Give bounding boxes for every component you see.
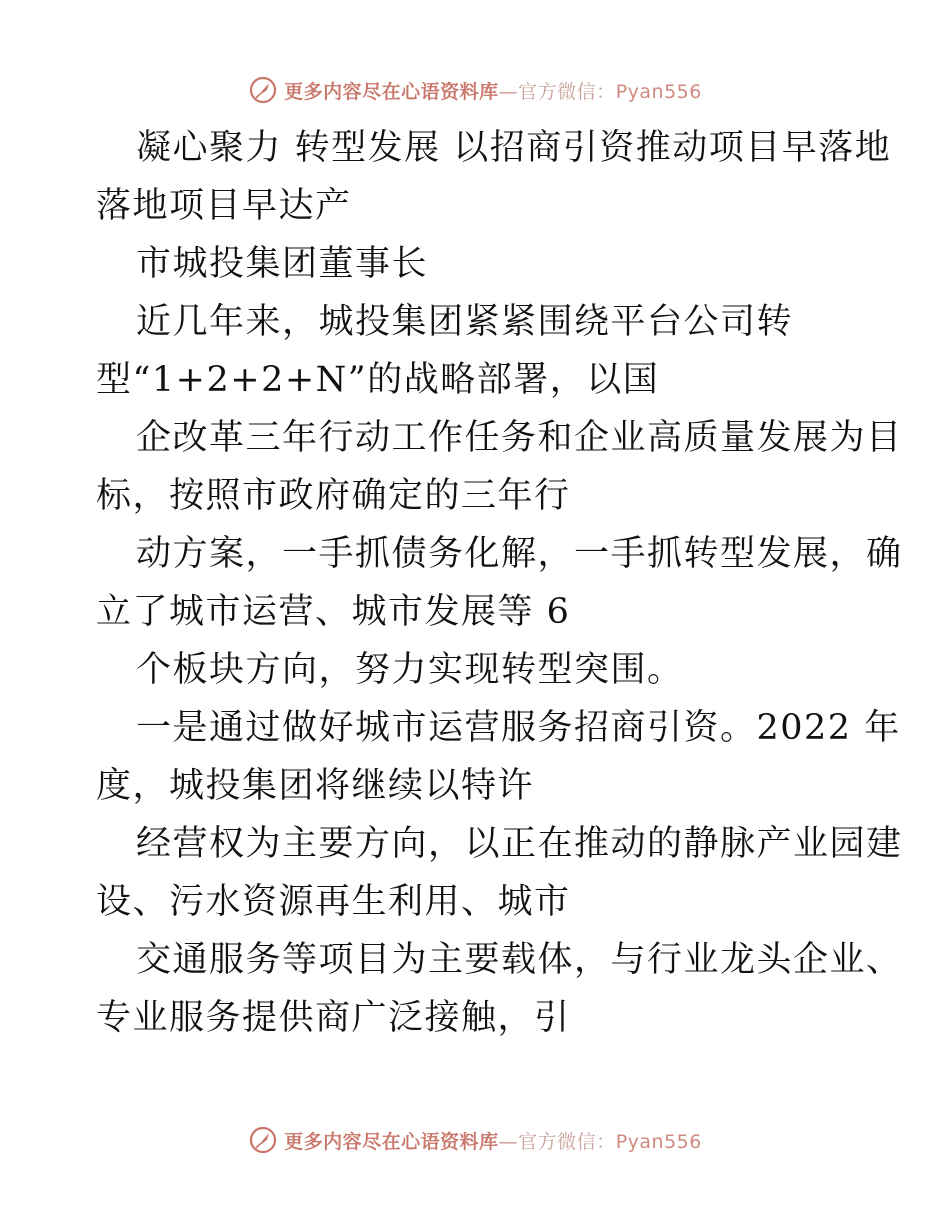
- quill-logo-icon: [248, 75, 278, 105]
- text-line: 市城投集团董事长: [136, 244, 429, 284]
- text-line: 设、污水资源再生利用、城市: [96, 882, 571, 922]
- watermark-handle: Pyan556: [615, 80, 702, 103]
- text-line: 一是通过做好城市运营服务招商引资。2022 年: [136, 708, 901, 748]
- watermark-separator: —: [498, 80, 519, 103]
- watermark-separator: —: [498, 1130, 519, 1153]
- watermark-text: [284, 1127, 702, 1154]
- text-line: 标，按照市政府确定的三年行: [96, 476, 571, 516]
- text-line: 动方案，一手抓债务化解，一手抓转型发展，确: [136, 534, 903, 574]
- footer-watermark: [0, 1120, 950, 1160]
- text-line: 度，城投集团将继续以特许: [96, 766, 535, 806]
- watermark-brand: 更多内容尽在心语资料库: [284, 80, 499, 103]
- text-line: 立了城市运营、城市发展等 6: [96, 592, 571, 632]
- text-line: 落地项目早达产: [96, 186, 352, 226]
- header-watermark: [0, 70, 950, 110]
- watermark-wechat-label: 官方微信：: [518, 1130, 616, 1153]
- watermark-wechat-label: 官方微信：: [518, 80, 616, 103]
- text-line: 交通服务等项目为主要载体，与行业龙头企业、: [136, 940, 903, 980]
- watermark-text: [284, 77, 702, 104]
- text-line: 企改革三年行动工作任务和企业高质量发展为目: [136, 418, 903, 458]
- text-line: 经营权为主要方向，以正在推动的静脉产业园建: [136, 824, 903, 864]
- text-line: 近几年来，城投集团紧紧围绕平台公司转: [136, 302, 794, 342]
- text-line: 个板块方向，努力实现转型突围。: [136, 650, 684, 690]
- text-line: 专业服务提供商广泛接触，引: [96, 998, 571, 1038]
- text-line: 凝心聚力 转型发展 以招商引资推动项目早落地: [136, 128, 892, 168]
- document-body: [96, 119, 903, 1047]
- quill-logo-icon: [248, 1125, 278, 1155]
- text-line: 型“1+2+2+N”的战略部署，以国: [96, 360, 660, 400]
- watermark-brand: 更多内容尽在心语资料库: [284, 1130, 499, 1153]
- watermark-handle: Pyan556: [615, 1130, 702, 1153]
